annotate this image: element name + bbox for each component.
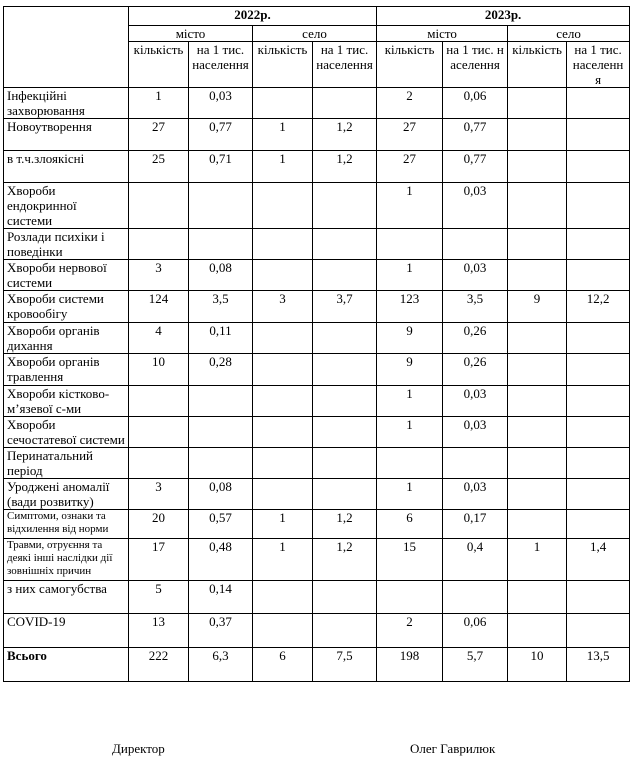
rate-village-2022-cell [313,386,377,417]
count-city-2022-cell: 20 [129,510,189,539]
rate-city-2022-cell: 0,57 [189,510,253,539]
city-2023-header: місто [377,26,508,42]
count-village-2022-cell [253,448,313,479]
table-row [4,510,630,539]
count-city-2023-cell: 6 [377,510,443,539]
disease-label: Хвороби органів травлення [4,354,129,386]
disease-label: Хвороби кістково-м’язевої с-ми [4,386,129,417]
rate-city-2022-cell: 0,28 [189,354,253,386]
count-village-2022-cell: 1 [253,510,313,539]
disease-label: COVID-19 [4,614,129,648]
table-row [4,229,630,260]
count-village-2022-cell [253,229,313,260]
rate-village-2022-cell [313,260,377,291]
disease-label: Інфекційні захворювання [4,88,129,119]
rate-city-2022-cell: 0,11 [189,323,253,354]
count-city-2022-cell [129,386,189,417]
count-city-2023-cell [377,581,443,614]
rate-village-2022-cell [313,614,377,648]
rate-village-2022-cell [313,323,377,354]
count-city-2023-cell [377,229,443,260]
count-village-2023-cell [508,119,567,151]
rate-village-2022-cell: 1,2 [313,151,377,183]
count-city-2023-cell: 1 [377,260,443,291]
rate-city-2022-cell [189,448,253,479]
rate-city-2023-cell: 0,03 [443,417,508,448]
count-city-2022-cell [129,448,189,479]
table-row [4,581,630,614]
count-city-2023-cell: 1 [377,386,443,417]
count-village-2022-cell [253,479,313,510]
table-row [4,479,630,510]
count-village-2023-header: кількість [508,42,567,88]
header-corner-cell [4,7,129,88]
disease-label: Перинатальний період [4,448,129,479]
disease-label: Симптоми, ознаки та відхилення від норми [4,510,129,539]
count-city-2022-cell: 124 [129,291,189,323]
rate-city-2022-cell: 6,3 [189,648,253,682]
count-city-2023-cell: 9 [377,323,443,354]
rate-village-2023-cell [567,88,630,119]
rate-city-2023-cell [443,448,508,479]
rate-village-2022-cell: 1,2 [313,539,377,581]
rate-village-2022-cell [313,183,377,229]
count-village-2023-cell: 10 [508,648,567,682]
count-city-2022-cell: 3 [129,260,189,291]
rate-city-2023-cell [443,229,508,260]
count-city-2022-cell: 17 [129,539,189,581]
count-city-2023-cell: 1 [377,417,443,448]
rate-village-2023-cell [567,614,630,648]
rate-village-2022-cell [313,88,377,119]
count-city-2023-cell [377,448,443,479]
table-row [4,291,630,323]
count-village-2022-cell [253,260,313,291]
count-city-2023-cell: 198 [377,648,443,682]
rate-village-2022-cell [313,417,377,448]
count-city-2023-cell: 27 [377,119,443,151]
year-header-row [4,7,630,26]
rate-city-2022-header: на 1 тис. населення [189,42,253,88]
rate-city-2022-cell: 0,37 [189,614,253,648]
count-city-2023-cell: 123 [377,291,443,323]
rate-city-2023-cell: 0,26 [443,323,508,354]
count-village-2023-cell [508,183,567,229]
count-village-2022-cell [253,417,313,448]
count-city-2022-cell: 5 [129,581,189,614]
rate-city-2023-cell: 0,06 [443,614,508,648]
count-city-2022-cell: 27 [129,119,189,151]
count-city-2023-cell: 27 [377,151,443,183]
rate-city-2022-cell: 0,71 [189,151,253,183]
table-row [4,183,630,229]
table-row [4,386,630,417]
rate-village-2023-cell [567,151,630,183]
rate-city-2023-cell: 0,77 [443,119,508,151]
rate-village-2023-cell [567,510,630,539]
rate-village-2023-header: на 1 тис. населення [567,42,630,88]
rate-village-2023-cell [567,119,630,151]
disease-label: з них самогубства [4,581,129,614]
count-village-2023-cell [508,88,567,119]
rate-city-2023-cell: 0,03 [443,386,508,417]
count-city-2022-cell [129,417,189,448]
rate-city-2022-cell: 0,08 [189,260,253,291]
rate-city-2022-cell [189,229,253,260]
table-row [4,119,630,151]
count-village-2023-cell [508,614,567,648]
count-city-2023-cell: 1 [377,183,443,229]
table-row [4,323,630,354]
rate-village-2022-cell: 3,7 [313,291,377,323]
table-row [4,417,630,448]
rate-village-2023-cell [567,260,630,291]
disease-label: Хвороби системи кровообігу [4,291,129,323]
rate-village-2023-cell [567,386,630,417]
rate-city-2023-cell: 0,26 [443,354,508,386]
count-village-2022-cell [253,323,313,354]
village-2023-header: село [508,26,630,42]
count-city-2023-header: кількість [377,42,443,88]
disease-label: в т.ч.злоякісні [4,151,129,183]
rate-city-2022-cell: 0,08 [189,479,253,510]
table-row [4,354,630,386]
rate-village-2023-cell: 1,4 [567,539,630,581]
count-city-2022-cell: 222 [129,648,189,682]
count-city-2023-cell: 1 [377,479,443,510]
disease-label: Хвороби ендокринної системи [4,183,129,229]
rate-village-2022-cell [313,448,377,479]
rate-city-2022-cell: 0,03 [189,88,253,119]
rate-village-2022-header: на 1 тис. населення [313,42,377,88]
rate-village-2023-cell [567,183,630,229]
count-city-2022-cell: 1 [129,88,189,119]
rate-city-2022-cell: 0,14 [189,581,253,614]
count-village-2023-cell [508,479,567,510]
count-city-2022-cell: 3 [129,479,189,510]
count-city-2022-cell [129,229,189,260]
rate-city-2023-cell: 0,06 [443,88,508,119]
table-row [4,151,630,183]
rate-city-2022-cell: 0,48 [189,539,253,581]
rate-city-2023-cell: 3,5 [443,291,508,323]
rate-city-2022-cell [189,183,253,229]
count-city-2023-cell: 9 [377,354,443,386]
count-village-2022-cell: 6 [253,648,313,682]
rate-village-2022-cell: 1,2 [313,510,377,539]
count-village-2023-cell [508,510,567,539]
rate-village-2022-cell [313,354,377,386]
count-village-2023-cell [508,323,567,354]
table-row [4,260,630,291]
rate-city-2022-cell [189,386,253,417]
count-village-2023-cell: 1 [508,539,567,581]
count-village-2022-cell: 1 [253,119,313,151]
rate-village-2022-cell: 1,2 [313,119,377,151]
rate-city-2023-header: на 1 тис. населення [443,42,508,88]
rate-village-2023-cell [567,229,630,260]
rate-city-2022-cell: 0,77 [189,119,253,151]
rate-city-2022-cell: 3,5 [189,291,253,323]
city-2022-header: місто [129,26,253,42]
rate-village-2023-cell [567,581,630,614]
table-row [4,88,630,119]
count-village-2023-cell [508,417,567,448]
count-city-2023-cell: 2 [377,88,443,119]
count-village-2022-cell [253,183,313,229]
rate-city-2023-cell: 0,03 [443,479,508,510]
year-2023-header: 2023р. [377,7,630,26]
rate-village-2023-cell [567,323,630,354]
rate-village-2022-cell [313,479,377,510]
count-city-2022-cell: 13 [129,614,189,648]
count-village-2022-cell [253,581,313,614]
count-city-2022-cell: 25 [129,151,189,183]
rate-city-2023-cell: 0,77 [443,151,508,183]
count-city-2022-cell [129,183,189,229]
village-2022-header: село [253,26,377,42]
disease-label: Хвороби нервової системи [4,260,129,291]
rate-village-2023-cell [567,354,630,386]
count-city-2022-cell: 4 [129,323,189,354]
count-village-2022-cell: 3 [253,291,313,323]
rate-city-2022-cell [189,417,253,448]
year-2022-header: 2022р. [129,7,377,26]
total-label: Всього [4,648,129,682]
count-city-2023-cell: 2 [377,614,443,648]
rate-city-2023-cell: 5,7 [443,648,508,682]
count-city-2022-header: кількість [129,42,189,88]
count-village-2023-cell [508,581,567,614]
count-village-2023-cell [508,448,567,479]
rate-village-2023-cell [567,417,630,448]
count-village-2023-cell: 9 [508,291,567,323]
count-village-2023-cell [508,260,567,291]
rate-city-2023-cell: 0,03 [443,260,508,291]
rate-village-2023-cell [567,479,630,510]
table-row [4,539,630,581]
count-city-2022-cell: 10 [129,354,189,386]
director-title: Директор [112,741,165,756]
rate-village-2022-cell: 7,5 [313,648,377,682]
rate-village-2023-cell: 13,5 [567,648,630,682]
count-city-2023-cell: 15 [377,539,443,581]
disease-label: Травми, отруєння та деякі інші наслідки дії зовнішніх причин [4,539,129,581]
rate-village-2022-cell [313,229,377,260]
count-village-2022-cell [253,614,313,648]
rate-city-2023-cell: 0,4 [443,539,508,581]
table-row [4,448,630,479]
disease-label: Розлади психіки і поведінки [4,229,129,260]
count-village-2023-cell [508,386,567,417]
rate-city-2023-cell: 0,17 [443,510,508,539]
count-village-2022-cell [253,354,313,386]
total-row [4,648,630,682]
table-row [4,614,630,648]
count-village-2023-cell [508,151,567,183]
rate-city-2023-cell: 0,03 [443,183,508,229]
disease-label: Хвороби сечостатевої системи [4,417,129,448]
disease-label: Уроджені аномалії (вади розвитку) [4,479,129,510]
rate-village-2022-cell [313,581,377,614]
disease-label: Хвороби органів дихання [4,323,129,354]
count-village-2022-cell [253,88,313,119]
director-name: Олег Гаврилюк [410,741,496,756]
disease-label: Новоутворення [4,119,129,151]
count-village-2022-cell [253,386,313,417]
rate-village-2023-cell: 12,2 [567,291,630,323]
morbidity-table [3,6,630,682]
count-village-2022-header: кількість [253,42,313,88]
rate-village-2023-cell [567,448,630,479]
rate-city-2023-cell [443,581,508,614]
count-village-2022-cell: 1 [253,151,313,183]
count-village-2023-cell [508,354,567,386]
count-village-2022-cell: 1 [253,539,313,581]
count-village-2023-cell [508,229,567,260]
